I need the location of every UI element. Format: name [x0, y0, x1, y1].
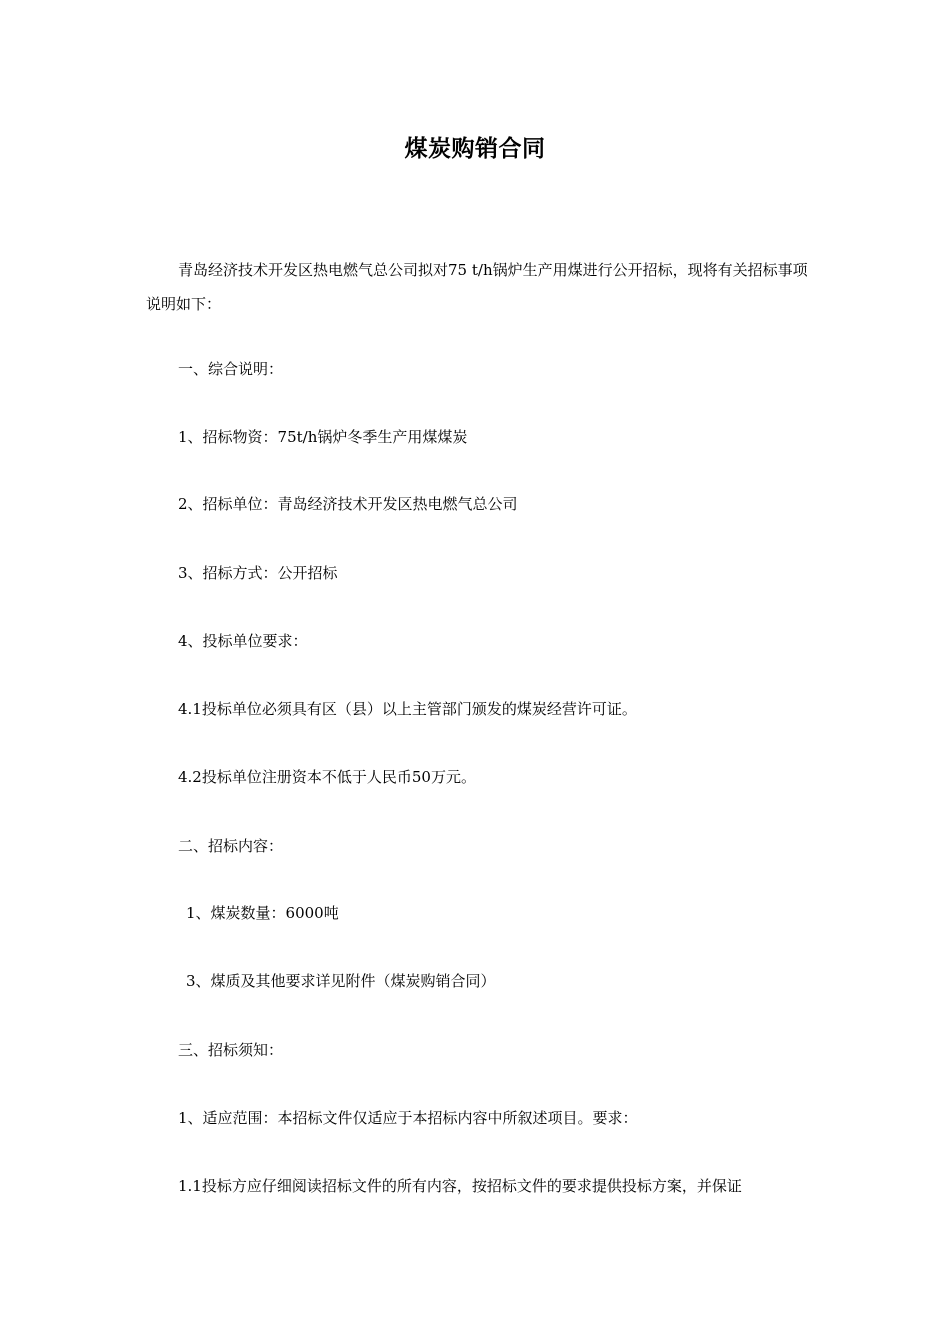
intro-paragraph: 青岛经济技术开发区热电燃气总公司拟对75 t/h锅炉生产用煤进行公开招标，现将有关招标事项说明如下：	[146, 261, 808, 313]
item-read-documents: 1.1投标方应仔细阅读招标文件的所有内容，按招标文件的要求提供投标方案，并保证	[178, 1177, 742, 1195]
section-heading-general: 一、综合说明：	[178, 360, 284, 378]
document-title: 煤炭购销合同	[404, 136, 546, 162]
section-heading-instructions: 三、招标须知：	[178, 1041, 284, 1059]
item-license-requirement: 4.1投标单位必须具有区（县）以上主管部门颁发的煤炭经营许可证。	[178, 700, 637, 718]
item-scope: 1、适应范围：本招标文件仅适应于本招标内容中所叙述项目。要求：	[178, 1109, 638, 1127]
item-coal-quality: 3、煤质及其他要求详见附件（煤炭购销合同）	[186, 972, 496, 990]
item-tender-method: 3、招标方式：公开招标	[178, 564, 338, 582]
item-coal-quantity: 1、煤炭数量：6000吨	[186, 904, 339, 922]
item-capital-requirement: 4.2投标单位注册资本不低于人民币50万元。	[178, 768, 476, 786]
item-bidder-requirements: 4、投标单位要求：	[178, 632, 308, 650]
item-tender-unit: 2、招标单位：青岛经济技术开发区热电燃气总公司	[178, 495, 518, 513]
item-tender-goods: 1、招标物资：75t/h锅炉冬季生产用煤煤炭	[178, 428, 468, 446]
section-heading-content: 二、招标内容：	[178, 837, 284, 855]
